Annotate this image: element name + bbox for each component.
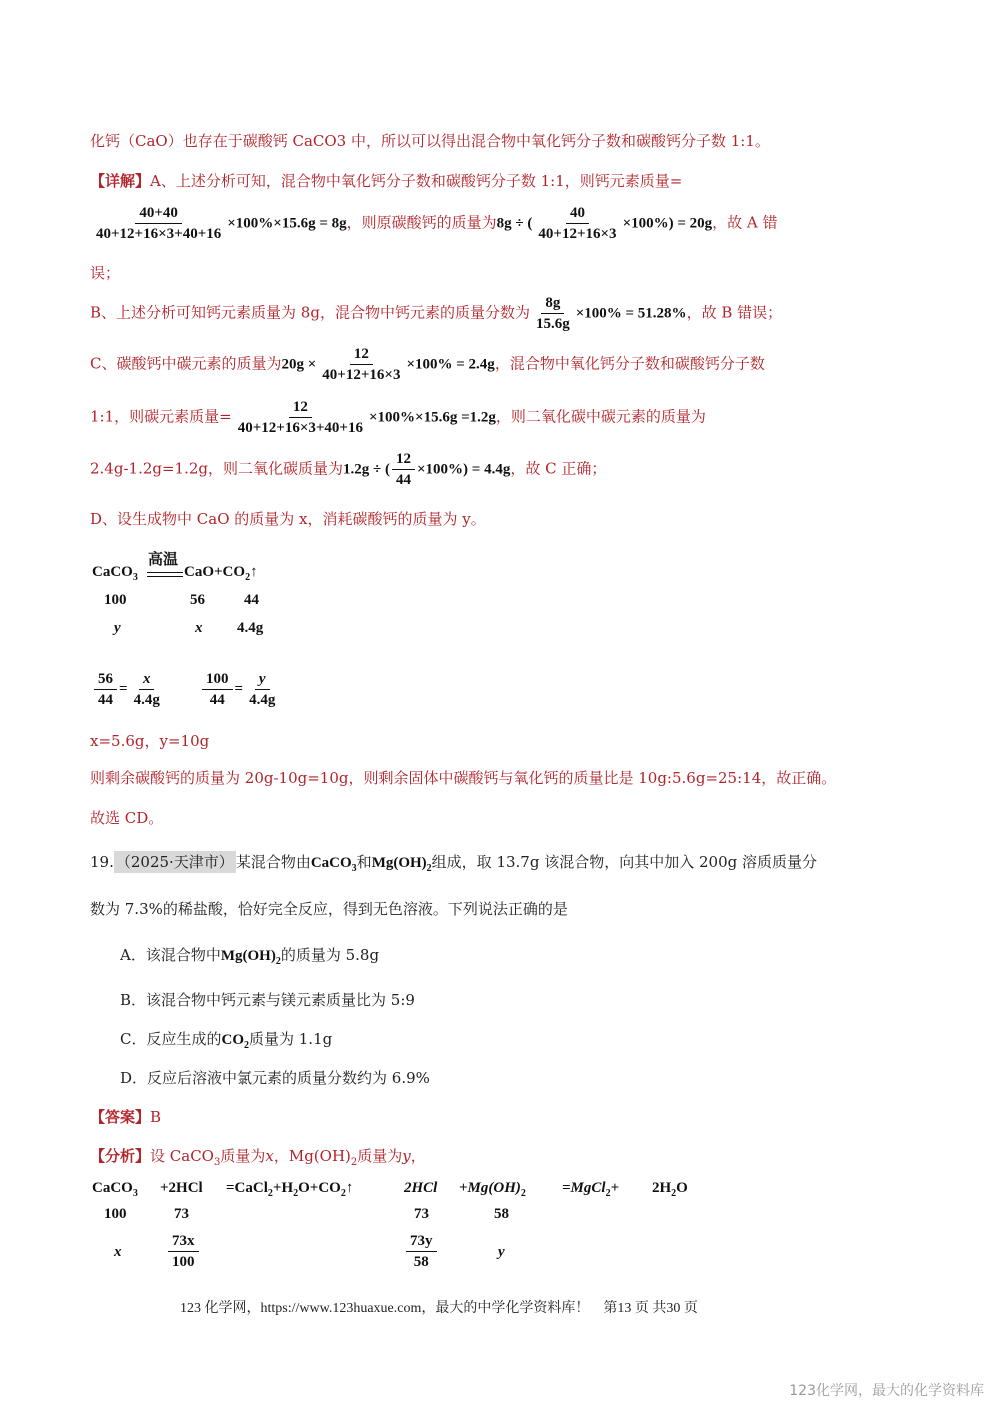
fraction: $\frac{40+40}{40+12+16\times 3+40+16}$ (96, 205, 222, 242)
text-line-d: D、设生成物中 CaO 的质量为 x，消耗碳酸钙的质量为 y。 (90, 510, 486, 528)
fraction: $\frac{12}{40+12+16\times 3}$ (322, 346, 401, 383)
question-source-tag[interactable]: （2025·天津市） (115, 853, 234, 871)
option-a[interactable]: A．该混合物中$Mg(OH)_2$的质量为 5.8g (120, 946, 380, 967)
formula-line-c3: 2.4g-1.2g=1.2g，则二氧化碳质量为1.2g ÷ ( $\frac{12}{44}$ ×100%) = 4.4g，故 C 正确； (90, 451, 607, 488)
choose-cd: 故选 CD。 (90, 809, 164, 827)
text-line-1: 化钙（CaO）也存在于碳酸钙 CaCO3 中，所以可以得出混合物中氧化钙分子数和碳酸钙分子数 1:1。 (90, 132, 770, 150)
formula-line-c2: 1:1，则碳元素质量= $\frac{12}{40+12+16\times 3+40+16}$ ×100%×15.6g =1.2g，则二氧化碳中碳元素的质量为 (90, 399, 706, 436)
question-number: 19. (90, 853, 114, 871)
detail-text: A、上述分析可知，混合物中氧化钙分子数和碳酸钙分子数 1:1，则钙元素质量= (150, 172, 683, 190)
formula-line-b: B、上述分析可知钙元素质量为 8g，混合物中钙元素的质量分数为 $\frac{8g}{15.6g}$ ×100% = 51.28%，故 B 错误； (90, 295, 783, 332)
equals-double-line (147, 572, 183, 577)
eq2-v3: $\frac{73y}{58}$ (404, 1232, 439, 1271)
text-line-conclusion: 则剩余碳酸钙的质量为 20g-10g=10g，则剩余固体中碳酸钙与氧化钙的质量比是 10g:5.6g=25:14，故正确。 (90, 769, 837, 787)
eq2-m1: 100 (104, 1206, 127, 1222)
reaction-condition: 高温 (148, 552, 179, 568)
analysis-tag: 【分析】 (90, 1147, 151, 1165)
ratio-1: $\frac{56}{44}$ = $\frac{x}{4.4g}$ (92, 670, 166, 709)
mass-100: 100 (104, 592, 127, 608)
fraction: $\frac{40}{40+12+16\times 3}$ (538, 205, 617, 242)
analysis-line: 【分析】设 CaCO$_3$质量为x，$Mg(OH)_2$质量为y， (90, 1147, 426, 1168)
watermark: 123化学网，最大的化学资料库 (789, 1383, 984, 1399)
option-b[interactable]: B．该混合物中钙元素与镁元素质量比为 5:9 (120, 991, 415, 1009)
fraction: $\frac{12}{40+12+16\times 3+40+16}$ (237, 399, 363, 436)
var-y: y (114, 620, 121, 636)
answer-line (90, 1106, 161, 1127)
fraction: $\frac{8g}{15.6g}$ (535, 295, 570, 332)
eq2-hcl: +2HCl (160, 1180, 203, 1196)
text-line-4: 误； (90, 264, 121, 282)
eq2-m4: 58 (494, 1206, 509, 1222)
answer-value: B (150, 1108, 162, 1126)
eq2-v2: $\frac{73x}{100}$ (166, 1232, 201, 1271)
mass-44: 44 (244, 592, 259, 608)
eq2-v1: x (114, 1244, 122, 1260)
eq2-water: $2H_2O$ (652, 1180, 688, 1199)
formula-line-a: $\frac{40+40}{40+12+16\times 3+40+16}$ ×100%×15.6g = 8g，则原碳酸钙的质量为8g ÷ ( $\frac{40}{40+12+16\times 3}$ ×100%) = 20g，故 A 错 (90, 204, 778, 243)
eq2-2hcl: 2HCl (404, 1180, 438, 1196)
var-x: x (195, 620, 203, 636)
result-xy: x=5.6g，y=10g (90, 732, 210, 750)
question-19: 19. （2025·天津市） 某混合物由CaCO$_3$和$Mg(OH)_2$组成，取 13.7g 该混合物，向其中加入 200g 溶质质量分 (90, 853, 817, 874)
detail-tag: 【详解】 (90, 172, 151, 190)
question-19-cont: 数为 7.3%的稀盐酸，恰好完全反应，得到无色溶液。下列说法正确的是 (90, 900, 568, 918)
eq2-products-1: $=CaCl_2+H_2O+CO_2↑$ (226, 1180, 354, 1199)
option-d[interactable]: D．反应后溶液中氯元素的质量分数约为 6.9% (120, 1069, 430, 1087)
eq2-m3: 73 (414, 1206, 429, 1222)
value-4-4g: 4.4g (237, 620, 264, 636)
ratio-2: $\frac{100}{44}$ = $\frac{y}{4.4g}$ (200, 670, 281, 709)
eq2-products-2: =MgCl$_2$+ (562, 1180, 620, 1199)
formula-line-c: C、碳酸钙中碳元素的质量为20g × $\frac{12}{40+12+16\times 3}$ ×100% = 2.4g，混合物中氧化钙分子数和碳酸钙分子数 (90, 346, 765, 383)
detail-line (90, 170, 682, 191)
equation-1-products: $CaO+CO_2↑$ (184, 564, 258, 583)
mass-56: 56 (190, 592, 205, 608)
equation-1: CaCO$_3$ (92, 564, 138, 583)
option-c[interactable]: C．反应生成的$CO_2$质量为 1.1g (120, 1030, 333, 1051)
eq2-mgoh2: $+Mg(OH)_2$ (459, 1180, 526, 1199)
answer-tag: 【答案】 (90, 1108, 151, 1126)
eq2-v4: y (498, 1244, 505, 1260)
page-footer: 123 化学网，https://www.123huaxue.com，最大的中学化学资料库！ 第13 页 共30 页 (180, 1301, 698, 1316)
eq2-m2: 73 (174, 1206, 189, 1222)
fraction: $\frac{12}{44}$ (392, 450, 415, 489)
equation-2: CaCO$_3$ (92, 1180, 138, 1199)
